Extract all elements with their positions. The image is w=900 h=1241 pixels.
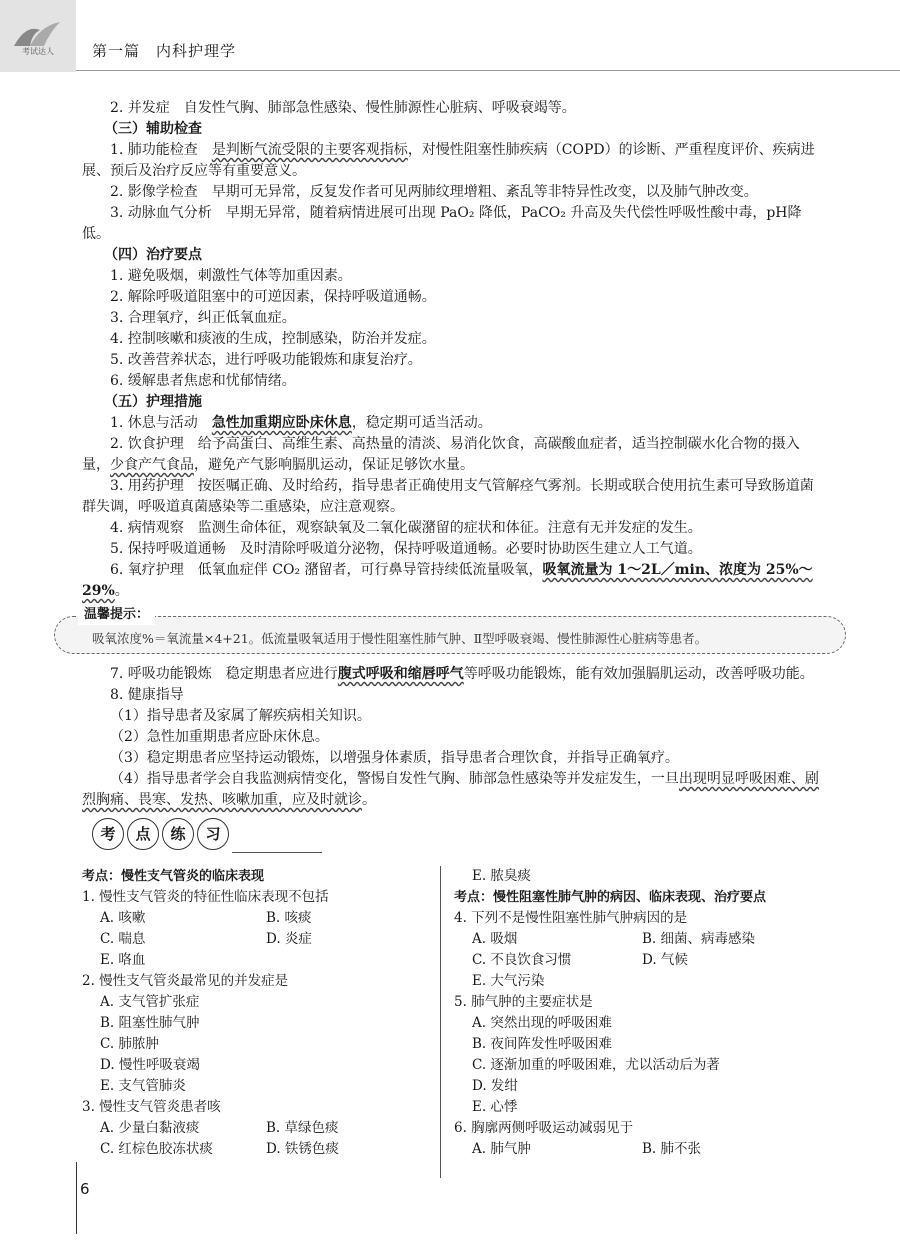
option: A. 少量白黏液痰 xyxy=(100,1120,200,1136)
option: B. 肺不张 xyxy=(642,1141,702,1157)
main-content xyxy=(82,98,822,811)
list-item: 2. 解除呼吸道阻塞中的可逆因素，保持呼吸道通畅。 xyxy=(110,289,436,305)
option-row xyxy=(82,1139,432,1160)
option: C. 逐渐加重的呼吸困难，尤以活动后为著 xyxy=(472,1057,720,1073)
tip-text: 吸氧浓度%＝氧流量×4+21。低流量吸氧适用于慢性阻塞性肺气肿、Ⅱ型呼吸衰竭、慢性肺源性心脏病等患者。 xyxy=(92,631,708,646)
option-row xyxy=(454,950,814,971)
option: D. 铁锈色痰 xyxy=(266,1141,339,1157)
list-item: 5. 保持呼吸道通畅 及时清除呼吸道分泌物，保持呼吸道通畅。必要时协助医生建立人工气道。 xyxy=(110,541,702,557)
option-row xyxy=(454,1139,814,1160)
paragraph-text: 1. 休息与活动 xyxy=(110,415,212,431)
option-row xyxy=(82,929,432,950)
list-item xyxy=(82,769,822,811)
option: E. 心悸 xyxy=(472,1099,518,1115)
key-point: 是判断气流受限的主要客观指标 xyxy=(211,142,408,158)
book-logo-icon xyxy=(10,16,66,56)
section-heading: （四）治疗要点 xyxy=(104,247,202,263)
option: E. 大气污染 xyxy=(472,973,545,989)
option: E. 脓臭痰 xyxy=(472,868,531,884)
option: D. 发绀 xyxy=(472,1078,518,1094)
list-item: 8. 健康指导 xyxy=(110,687,184,703)
practice-char: 习 xyxy=(197,818,229,850)
option: A. 肺气肿 xyxy=(472,1141,531,1157)
paragraph: 3. 动脉血气分析 早期无异常，随着病情进展可出现 PaO₂ 降低，PaCO₂ 升高及失代偿性呼吸性酸中毒，pH降低。 xyxy=(82,205,802,242)
paragraph-text: ，避免产气影响膈肌运动，保证足够饮水量。 xyxy=(194,457,474,473)
paragraph-text: 7. 呼吸功能锻炼 稳定期患者应进行 xyxy=(110,666,338,682)
chapter-title: 第一篇 内科护理学 xyxy=(92,42,237,60)
option-row xyxy=(82,908,432,929)
question: 5. 肺气肿的主要症状是 xyxy=(454,994,593,1010)
page-header xyxy=(0,0,900,72)
key-point: 腹式呼吸和缩唇呼气 xyxy=(337,666,464,682)
practice-banner xyxy=(82,818,342,856)
svg-text:考试达人: 考试达人 xyxy=(22,47,54,56)
option: C. 肺脓肿 xyxy=(100,1036,159,1052)
list-item: 1. 避免吸烟，刺激性气体等加重因素。 xyxy=(110,268,352,284)
option: B. 草绿色痰 xyxy=(266,1120,339,1136)
paragraph-text: ，稳定期可适当活动。 xyxy=(351,415,492,431)
list-item xyxy=(82,434,822,476)
section-heading: （五）护理措施 xyxy=(104,394,202,410)
list-item: （1）指导患者及家属了解疾病相关知识。 xyxy=(110,708,371,724)
option: D. 气候 xyxy=(642,952,688,968)
topic-heading: 考点：慢性阻塞性肺气肿的病因、临床表现、治疗要点 xyxy=(454,890,767,905)
list-item xyxy=(82,560,822,602)
question: 4. 下列不是慢性阻塞性肺气肿病因的是 xyxy=(454,910,688,926)
key-point: 少食产气食品 xyxy=(110,457,194,473)
footer-rule xyxy=(76,1162,77,1234)
publisher-logo xyxy=(0,0,76,72)
option: A. 突然出现的呼吸困难 xyxy=(472,1015,612,1031)
option: C. 喘息 xyxy=(100,931,146,947)
paragraph: 2. 影像学检查 早期可无异常，反复发作者可见两肺纹理增粗、紊乱等非特异性改变，以及肺气肿改变。 xyxy=(110,184,758,200)
option: D. 慢性呼吸衰竭 xyxy=(100,1057,200,1073)
header-divider xyxy=(76,70,900,71)
question-column-left xyxy=(82,866,432,1160)
list-item: 4. 控制咳嗽和痰液的生成，控制感染，防治并发症。 xyxy=(110,331,436,347)
list-item: 3. 合理氧疗，纠正低氧血症。 xyxy=(110,310,296,326)
page-number: 6 xyxy=(80,1180,90,1198)
question: 6. 胸廓两侧呼吸运动减弱见于 xyxy=(454,1120,634,1136)
option: B. 夜间阵发性呼吸困难 xyxy=(472,1036,613,1052)
option: E. 咯血 xyxy=(100,952,146,968)
topic-heading: 考点：慢性支气管炎的临床表现 xyxy=(82,869,265,884)
practice-char: 练 xyxy=(162,818,194,850)
option: A. 吸烟 xyxy=(472,931,518,947)
option-row xyxy=(82,1118,432,1139)
question-column-right xyxy=(454,866,814,1160)
list-item: （2）急性加重期患者应卧床休息。 xyxy=(110,729,329,745)
practice-char: 考 xyxy=(92,818,124,850)
paragraph-text: ，对慢性阻塞性肺疾病（COPD）的诊断、严重程度评价、疾病进展、预后及治疗反应等有重要意义。 xyxy=(82,142,815,179)
paragraph-text: 1. 肺功能检查 xyxy=(110,142,212,158)
practice-underline xyxy=(232,852,322,853)
paragraph-text: 6. 氧疗护理 低氧血症伴 CO₂ 潴留者，可行鼻导管持续低流量吸氧， xyxy=(110,562,543,578)
question: 1. 慢性支气管炎的特征性临床表现不包括 xyxy=(82,889,329,905)
option: D. 炎症 xyxy=(266,931,312,947)
list-item: 3. 用药护理 按医嘱正确、及时给药，指导患者正确使用支气管解痉气雾剂。长期或联合使用抗生素可导致肠道菌群失调，呼吸道真菌感染等二重感染，应注意观察。 xyxy=(82,478,814,515)
option: E. 支气管肺炎 xyxy=(100,1078,186,1094)
option: A. 支气管扩张症 xyxy=(100,994,200,1010)
list-item: （3）稳定期患者应坚持运动锻炼，以增强身体素质，指导患者合理饮食，并指导正确氧疗。 xyxy=(110,750,679,766)
option: C. 红棕色胶冻状痰 xyxy=(100,1141,213,1157)
paragraph-text: 2. 饮食护理 给予高蛋白、高维生素、高热量的清淡、易消化饮食，高碳酸血症者，适当控制碳水化合物的摄入量， xyxy=(82,436,800,473)
tip-box xyxy=(54,607,842,654)
key-point: 吸氧流量为 1～2L／min、浓度为 25%～29% xyxy=(82,562,813,599)
list-item xyxy=(82,664,822,685)
list-item: 6. 缓解患者焦虑和忧郁情绪。 xyxy=(110,373,296,389)
list-item xyxy=(82,413,822,434)
option: A. 咳嗽 xyxy=(100,910,146,926)
tip-title: 温馨提示： xyxy=(78,604,155,625)
list-item: 5. 改善营养状态，进行呼吸功能锻炼和康复治疗。 xyxy=(110,352,422,368)
option: B. 细菌、病毒感染 xyxy=(642,931,756,947)
practice-char: 点 xyxy=(127,818,159,850)
column-divider xyxy=(440,866,441,1178)
list-item: 4. 病情观察 监测生命体征，观察缺氧及二氧化碳潴留的症状和体征。注意有无并发症的发生。 xyxy=(110,520,702,536)
section-heading: （三）辅助检查 xyxy=(104,121,202,137)
option: B. 咳痰 xyxy=(266,910,312,926)
question: 3. 慢性支气管炎患者咳 xyxy=(82,1099,221,1115)
paragraph: 2. 并发症 自发性气胸、肺部急性感染、慢性肺源性心脏病、呼吸衰竭等。 xyxy=(110,100,576,116)
paragraph-text: （4）指导患者学会自我监测病情变化，警惕自发性气胸、肺部急性感染等并发症发生，一旦 xyxy=(110,771,679,787)
paragraph-text: 等呼吸功能锻炼，能有效加强膈肌运动，改善呼吸功能。 xyxy=(463,666,814,682)
key-point: 出现明显呼吸困难、剧烈胸痛、畏寒、发热、咳嗽加重，应及时就诊 xyxy=(82,771,819,808)
key-point: 急性加重期应卧床休息 xyxy=(211,415,352,431)
option: C. 不良饮食习惯 xyxy=(472,952,572,968)
option-row xyxy=(454,929,814,950)
option: B. 阻塞性肺气肿 xyxy=(100,1015,200,1031)
paragraph-text: 。 xyxy=(362,792,376,808)
question: 2. 慢性支气管炎最常见的并发症是 xyxy=(82,973,289,989)
paragraph-text: 。 xyxy=(114,583,129,599)
paragraph xyxy=(82,140,822,182)
